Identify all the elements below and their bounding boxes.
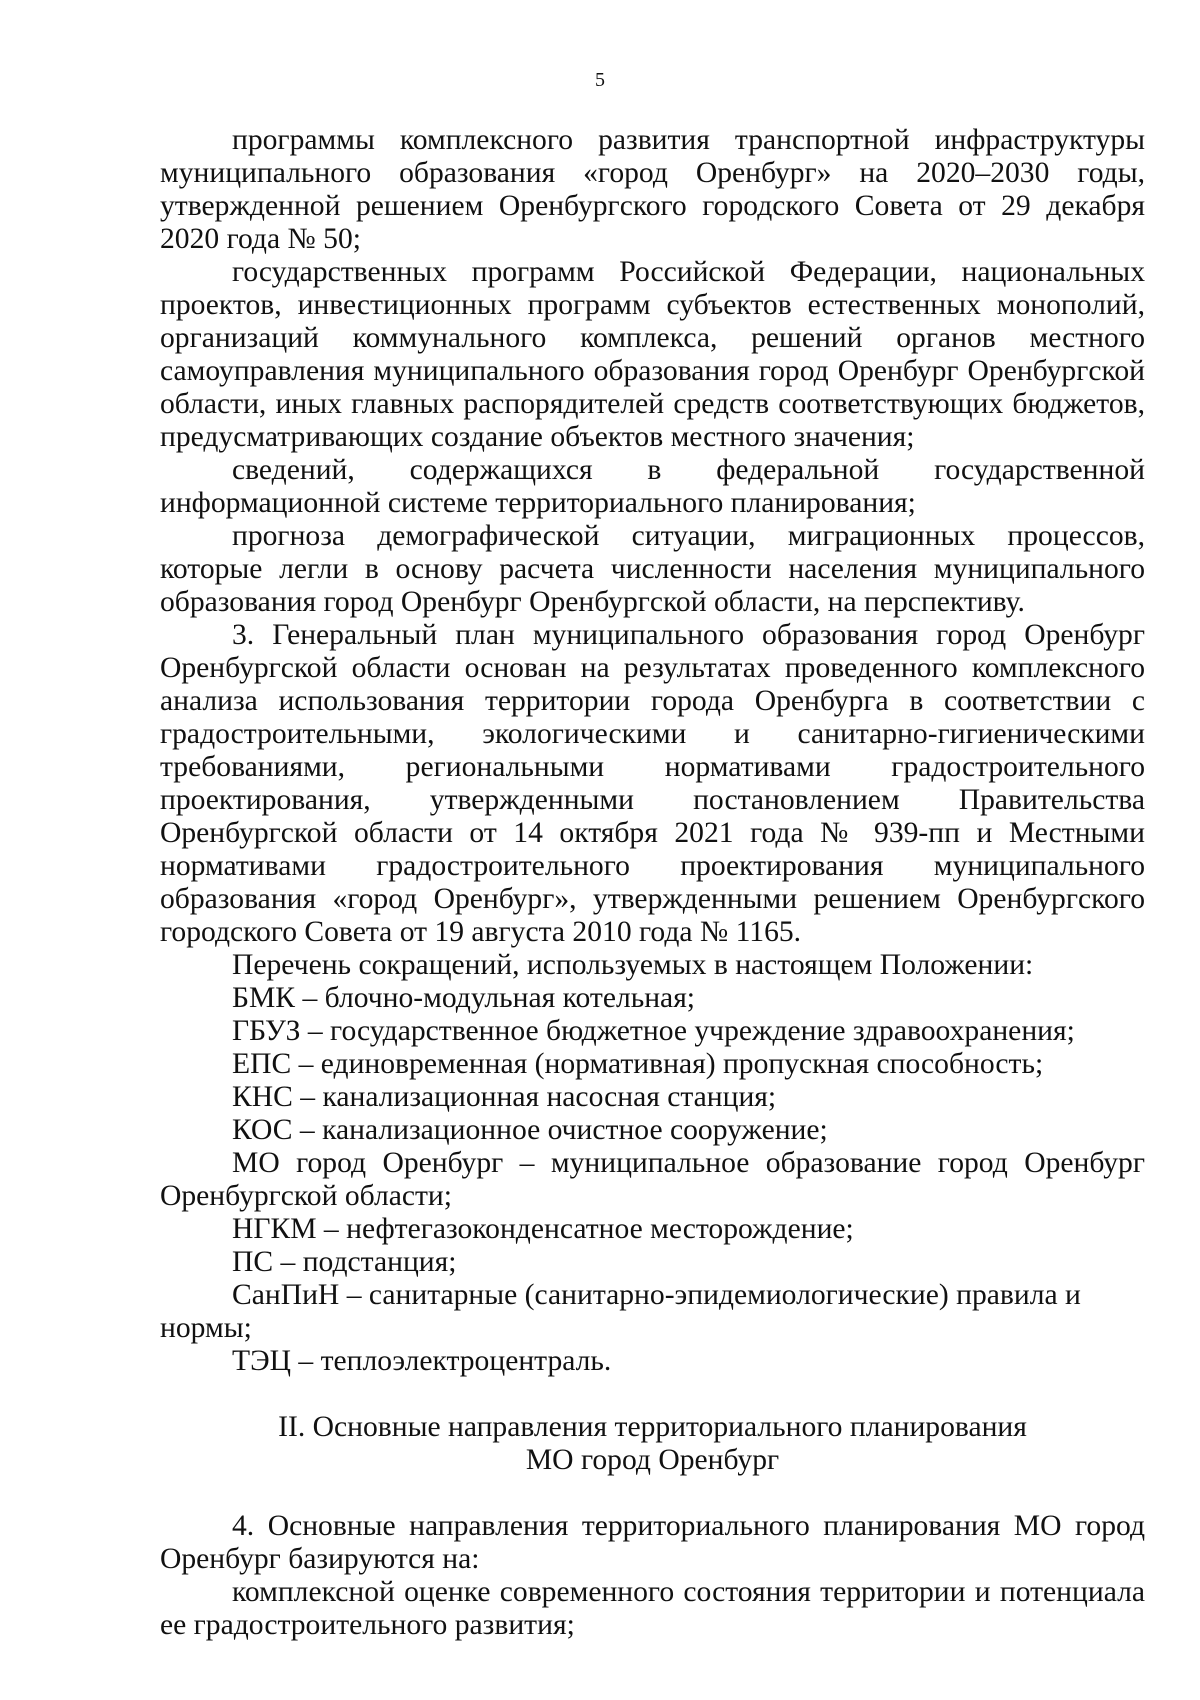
paragraph-item-4: 4. Основные направления территориального планирования МО город Оренбург базируются на: [160, 1510, 1145, 1575]
page-number: 5 [595, 69, 605, 91]
abbreviation-item: ТЭЦ – теплоэлектроцентраль. [232, 1345, 612, 1377]
abbreviation-item: ГБУЗ – государственное бюджетное учреждение здравоохранения; [232, 1015, 1075, 1047]
abbreviation-item: МО город Оренбург – муниципальное образование город Оренбург Оренбургской области; [160, 1147, 1145, 1212]
paragraph-state-programs: государственных программ Российской Федерации, национальных проектов, инвестиционных программ субъектов естественных монополий, организаций коммунального комплекса, решений органов местного самоуправления муниципального образования город Оренбург Оренбургской области, иных главных распорядителей средств соответствующих бюджетов, предусматривающих создание объектов местного значения; [160, 256, 1145, 453]
section-heading-line-2: МО город Оренбург [525, 1444, 780, 1476]
abbreviations-intro: Перечень сокращений, используемых в настоящем Положении: [232, 949, 1034, 981]
abbreviation-item: КНС – канализационная насосная станция; [232, 1081, 777, 1113]
paragraph-demographic-forecast: прогноза демографической ситуации, миграционных процессов, которые легли в основу расчета численности населения муниципального образования город Оренбург Оренбургской области, на перспективу. [160, 520, 1145, 618]
abbreviation-item: БМК – блочно-модульная котельная; [232, 982, 696, 1014]
paragraph-general-plan-item-3: 3. Генеральный план муниципального образования город Оренбург Оренбургской области основан на результатах проведенного комплексного анализа использования территории города Оренбурга в соответствии с градостроительными, экологическими и санитарно-гигиеническими требованиями, региональными нормативами градостроительного проектирования, утвержденными постановлением Правительства Оренбургской области от 14 октября 2021 года № 939-пп и Местными нормативами градостроительного проектирования муниципального образования «город Оренбург», утвержденными решением Оренбургского городского Совета от 19 августа 2010 года № 1165. [160, 619, 1145, 948]
abbreviation-item: СанПиН – санитарные (санитарно-эпидемиологические) правила и нормы; [160, 1279, 1081, 1344]
paragraph-federal-info-system: сведений, содержащихся в федеральной государственной информационной системе территориального планирования; [160, 454, 1145, 519]
abbreviation-item: ЕПС – единовременная (нормативная) пропускная способность; [232, 1048, 1044, 1080]
document-body [160, 124, 1145, 1642]
section-heading [160, 1411, 1145, 1477]
paragraph-complex-assessment: комплексной оценке современного состояния территории и потенциала ее градостроительного развития; [160, 1576, 1145, 1641]
paragraph-transport-program: программы комплексного развития транспортной инфраструктуры муниципального образования «город Оренбург» на 2020–2030 годы, утвержденной решением Оренбургского городского Совета от 29 декабря 2020 года № 50; [160, 124, 1145, 255]
section-heading-line-1: II. Основные направления территориального планирования [278, 1411, 1027, 1443]
abbreviation-item: НГКМ – нефтегазоконденсатное месторождение; [232, 1213, 854, 1245]
abbreviation-item: ПС – подстанция; [232, 1246, 457, 1278]
abbreviation-item: КОС – канализационное очистное сооружение; [232, 1114, 828, 1146]
